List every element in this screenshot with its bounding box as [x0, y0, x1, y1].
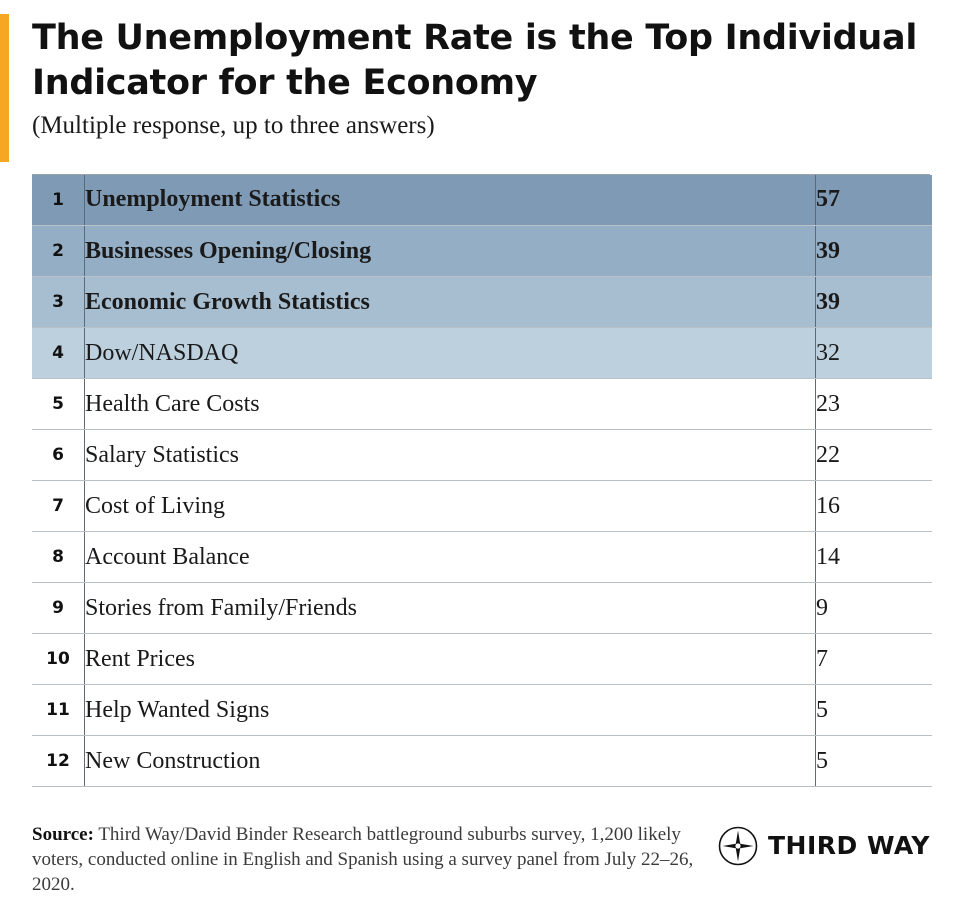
row-label: Salary Statistics — [85, 430, 816, 481]
ranking-table-body — [32, 175, 932, 787]
row-rank: 12 — [32, 736, 85, 787]
row-rank: 2 — [32, 226, 85, 277]
row-value: 32 — [816, 328, 933, 379]
header — [0, 0, 960, 140]
row-value: 22 — [816, 430, 933, 481]
brand-name: THIRD WAY — [768, 831, 930, 861]
table-row — [32, 532, 932, 583]
page-subtitle: (Multiple response, up to three answers) — [32, 111, 435, 139]
table-row — [32, 175, 932, 226]
row-label: Help Wanted Signs — [85, 685, 816, 736]
row-value: 5 — [816, 685, 933, 736]
row-rank: 1 — [32, 175, 85, 226]
accent-bar — [0, 14, 9, 162]
row-label: Cost of Living — [85, 481, 816, 532]
ranking-table — [32, 175, 932, 788]
row-rank: 8 — [32, 532, 85, 583]
row-value: 57 — [816, 175, 933, 226]
brand-logo — [718, 822, 930, 866]
row-value: 23 — [816, 379, 933, 430]
table-row — [32, 328, 932, 379]
table-row — [32, 736, 932, 787]
row-label: Rent Prices — [85, 634, 816, 685]
source-label: Source: — [32, 823, 94, 845]
row-label: Stories from Family/Friends — [85, 583, 816, 634]
table-row — [32, 430, 932, 481]
row-rank: 11 — [32, 685, 85, 736]
table-row — [32, 634, 932, 685]
source-note — [32, 822, 712, 897]
table-row — [32, 481, 932, 532]
row-label: Unemployment Statistics — [85, 175, 816, 226]
row-value: 7 — [816, 634, 933, 685]
row-rank: 7 — [32, 481, 85, 532]
row-rank: 10 — [32, 634, 85, 685]
row-label: Businesses Opening/Closing — [85, 226, 816, 277]
compass-rose-icon — [718, 826, 758, 866]
table-row — [32, 277, 932, 328]
table-row — [32, 226, 932, 277]
row-label: Health Care Costs — [85, 379, 816, 430]
row-value: 5 — [816, 736, 933, 787]
row-value: 16 — [816, 481, 933, 532]
row-value: 39 — [816, 277, 933, 328]
ranking-table-wrapper — [32, 174, 930, 788]
page-title: The Unemployment Rate is the Top Individual Indicator for the Economy — [32, 18, 918, 103]
row-label: Economic Growth Statistics — [85, 277, 816, 328]
row-label: Account Balance — [85, 532, 816, 583]
source-text: Third Way/David Binder Research battleground suburbs survey, 1,200 likely voters, conducted online in English and Spanish using a survey panel from July 22–26, 2020. — [32, 823, 694, 895]
row-rank: 5 — [32, 379, 85, 430]
table-row — [32, 379, 932, 430]
row-rank: 4 — [32, 328, 85, 379]
table-row — [32, 685, 932, 736]
footer — [32, 822, 930, 897]
row-rank: 6 — [32, 430, 85, 481]
row-value: 39 — [816, 226, 933, 277]
table-row — [32, 583, 932, 634]
row-label: New Construction — [85, 736, 816, 787]
row-value: 9 — [816, 583, 933, 634]
row-rank: 3 — [32, 277, 85, 328]
row-label: Dow/NASDAQ — [85, 328, 816, 379]
row-rank: 9 — [32, 583, 85, 634]
row-value: 14 — [816, 532, 933, 583]
